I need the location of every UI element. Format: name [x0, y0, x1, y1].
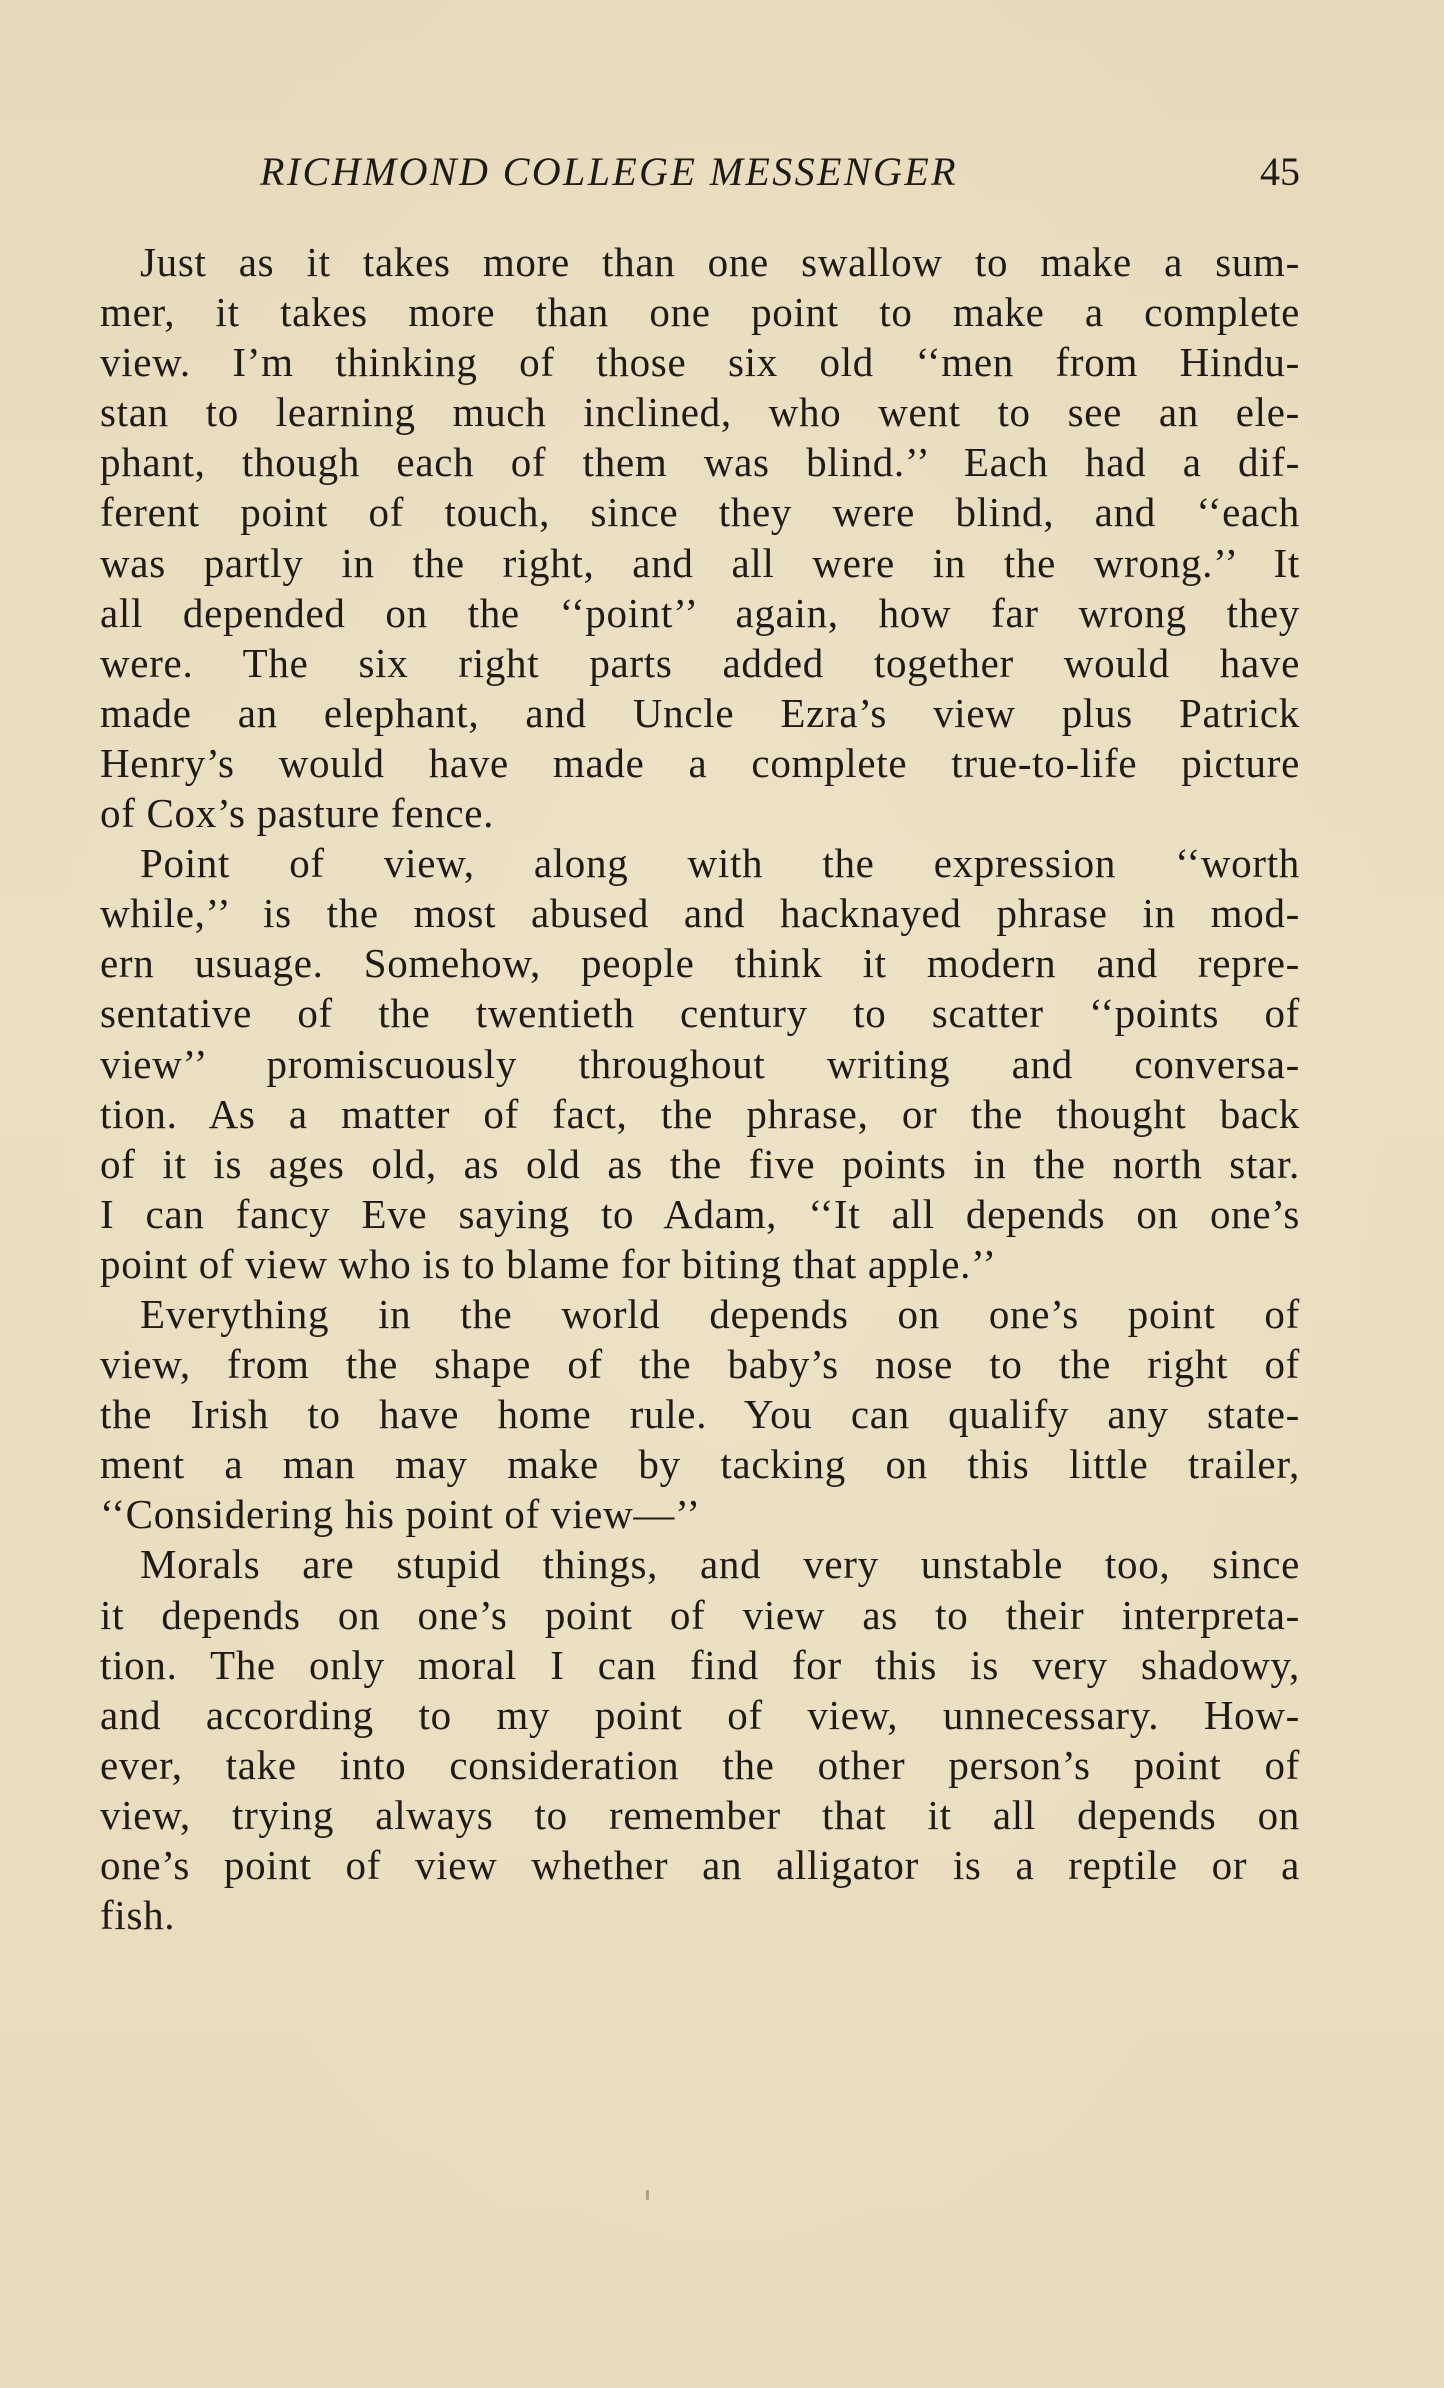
paragraph	[100, 1289, 1300, 1539]
text-line: Just as it takes more than one swallow to make a sum-	[140, 239, 1300, 285]
text-line: ferent point of touch, since they were blind, and ‘‘each	[100, 489, 1300, 536]
text-line: ‘‘Considering his point of view—’’	[100, 1491, 701, 1538]
page-number: 45	[1260, 149, 1300, 194]
text-line: and according to my point of view, unnecessary. How-	[100, 1691, 1300, 1738]
text-line: view, from the shape of the baby’s nose to the right of	[100, 1341, 1300, 1388]
text-line: stan to learning much inclined, who went to see an ele-	[100, 389, 1300, 436]
text-line: tion. As a matter of fact, the phrase, or the thought back	[100, 1090, 1300, 1137]
text-line: tion. The only moral I can find for this is very shadowy,	[100, 1641, 1300, 1688]
text-line: fish.	[100, 1892, 176, 1939]
text-line: view. I’m thinking of those six old ‘‘men from Hindu-	[100, 339, 1300, 386]
text-line: all depended on the ‘‘point’’ again, how far wrong they	[100, 589, 1300, 636]
text-line: view’’ promiscuously throughout writing and conversa-	[100, 1040, 1300, 1087]
text-line: phant, though each of them was blind.’’ Each had a dif-	[100, 439, 1300, 486]
text-line: of it is ages old, as old as the five points in the north star.	[100, 1140, 1300, 1187]
text-line: were. The six right parts added together would have	[100, 639, 1300, 686]
paper-speck	[646, 2190, 649, 2200]
text-line: of Cox’s pasture fence.	[100, 790, 495, 837]
text-line: it depends on one’s point of view as to their interpreta-	[100, 1591, 1300, 1638]
text-line: view, trying always to remember that it all depends on	[100, 1791, 1300, 1838]
text-line: one’s point of view whether an alligator is a reptile or a	[100, 1842, 1300, 1888]
text-line: Everything in the world depends on one’s point of	[140, 1290, 1300, 1337]
text-line: the Irish to have home rule. You can qualify any state-	[100, 1391, 1300, 1438]
page-header	[100, 148, 1300, 208]
text-line: while,’’ is the most abused and hacknayed phrase in mod-	[100, 890, 1300, 937]
text-line: ever, take into consideration the other person’s point of	[100, 1741, 1300, 1788]
text-line: I can fancy Eve saying to Adam, ‘‘It all depends on one’s	[100, 1190, 1300, 1237]
paragraph	[100, 1539, 1300, 1940]
text-line: point of view who is to blame for biting that apple.’’	[100, 1240, 997, 1287]
text-line: Henry’s would have made a complete true-to-life picture	[100, 739, 1300, 786]
text-line: was partly in the right, and all were in the wrong.’’ It	[100, 539, 1300, 586]
running-title: RICHMOND COLLEGE MESSENGER	[260, 149, 958, 194]
paragraph	[100, 838, 1300, 1289]
paragraph	[100, 237, 1300, 838]
text-line: sentative of the twentieth century to scatter ‘‘points of	[100, 990, 1300, 1037]
text-line: made an elephant, and Uncle Ezra’s view plus Patrick	[100, 689, 1300, 736]
text-line: mer, it takes more than one point to make a complete	[100, 289, 1300, 336]
article-body	[100, 237, 1300, 1940]
text-line: ment a man may make by tacking on this little trailer,	[100, 1441, 1300, 1488]
text-line: ern usuage. Somehow, people think it modern and repre-	[100, 940, 1300, 987]
text-line: Point of view, along with the expression ‘‘worth	[140, 840, 1300, 887]
text-line: Morals are stupid things, and very unstable too, since	[140, 1541, 1300, 1588]
